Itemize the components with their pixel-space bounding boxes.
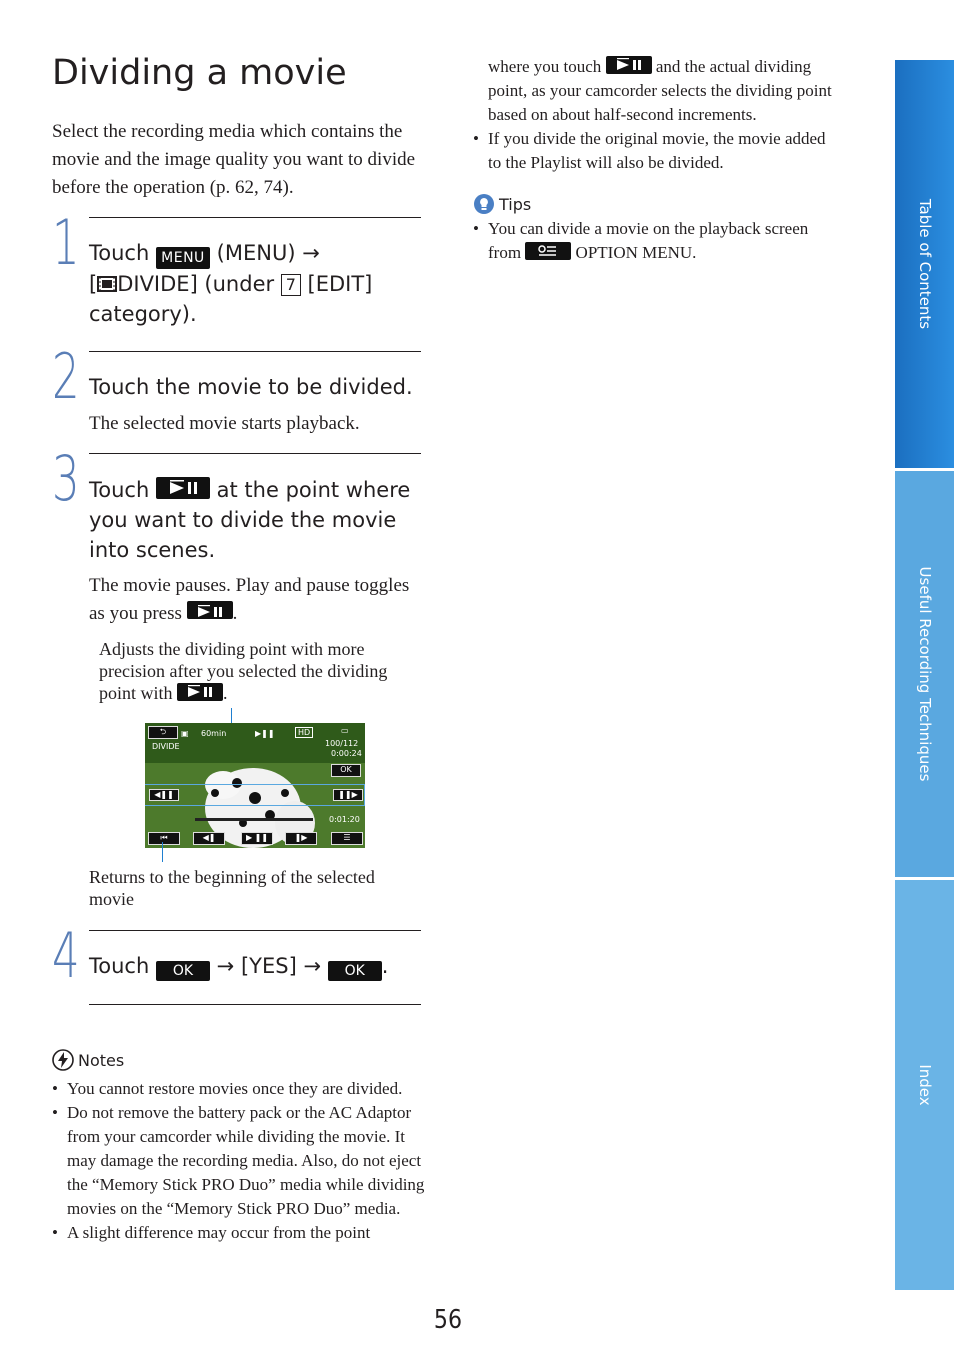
arrow-icon: →	[302, 241, 320, 265]
tips-icon	[473, 193, 495, 215]
note-item: • You cannot restore movies once they are divided.	[52, 1077, 427, 1101]
step-number: 2	[52, 340, 80, 413]
page-number: 56	[433, 1305, 463, 1335]
quality-label: HD	[295, 727, 313, 738]
divider	[89, 1004, 421, 1005]
step-forward-icon[interactable]: ❚❚▶	[333, 789, 363, 801]
notes-icon	[52, 1049, 74, 1071]
step-number: 4	[52, 919, 80, 992]
note-item: • If you divide the original movie, the movie added to the Playlist will also be divided.	[473, 127, 843, 175]
tab-index[interactable]: Index	[895, 880, 954, 1290]
step-1-heading: Touch MENU (MENU) → [ DIVIDE] (under 7 [EDIT] category).	[89, 241, 373, 326]
hd-icon: ▣	[181, 729, 189, 738]
tips-heading: Tips	[499, 195, 532, 214]
camcorder-screen	[145, 723, 365, 848]
elapsed-time: 0:00:24	[331, 749, 362, 758]
step-number: 1	[52, 206, 80, 279]
step-3-heading: Touch at the point where you want to divide the movie into scenes.	[89, 478, 411, 562]
category-number-icon: 7	[281, 274, 301, 296]
ok-button-icon: OK	[156, 961, 210, 981]
divider	[89, 351, 421, 352]
file-counter: 100/112	[325, 739, 359, 748]
callout-adjust: Adjusts the dividing point with more precision after you selected the dividing point with .	[99, 639, 388, 703]
play-pause-status-icon: ▶❚❚	[255, 729, 275, 738]
prev-icon[interactable]: ◀❚	[193, 832, 225, 845]
divide-label: DIVIDE	[152, 742, 180, 751]
divider	[89, 930, 421, 931]
arrow-icon: →	[216, 954, 235, 978]
play-pause-icon	[156, 477, 210, 499]
play-pause-button[interactable]: ▶ ❚❚	[241, 832, 273, 845]
tab-useful-recording-techniques[interactable]: Useful Recording Techniques	[895, 471, 954, 877]
arrow-icon: →	[303, 954, 322, 978]
note-item: • Do not remove the battery pack or the AC Adaptor from your camcorder while dividing the movie. It may damage the recording media. Also, do not eject the “Memory Stick PRO Duo” media while dividing movies on the “Memory Stick PRO Duo” media.	[52, 1101, 427, 1221]
total-time: 0:01:20	[329, 815, 360, 824]
page-title: Dividing a movie	[52, 53, 347, 93]
notes-heading: Notes	[78, 1051, 125, 1070]
remaining-time: 60min	[201, 729, 227, 738]
note-continuation: where you touch and the actual dividing point, as your camcorder selects the dividing point based on about half-second increments.	[488, 57, 832, 124]
right-column	[473, 55, 843, 265]
progress-track	[195, 818, 313, 821]
divider	[89, 217, 421, 218]
divider	[89, 453, 421, 454]
menu-button-icon: MENU	[156, 247, 210, 269]
notes-section	[52, 1049, 427, 1245]
callout-line	[162, 842, 163, 862]
return-beginning-icon[interactable]: ⏮	[148, 832, 180, 845]
step-2-body: The selected movie starts playback.	[89, 413, 360, 434]
next-icon[interactable]: ❚▶	[285, 832, 317, 845]
play-pause-icon	[177, 683, 223, 701]
ok-button[interactable]: OK	[331, 764, 361, 777]
note-item: • A slight difference may occur from the point	[52, 1221, 427, 1245]
play-pause-icon	[606, 56, 652, 74]
tip-item: • You can divide a movie on the playback screen from OPTION MENU.	[473, 217, 843, 265]
step-3-body: The movie pauses. Play and pause toggles as you press .	[89, 575, 410, 624]
ok-button-icon: OK	[328, 961, 382, 981]
media-icon: ▭	[341, 726, 349, 735]
back-icon[interactable]: ⮌	[148, 726, 178, 739]
intro-text: Select the recording media which contains the movie and the image quality you want to divide before the operation (p. 62, 74).	[52, 121, 416, 198]
option-icon[interactable]: ☰	[331, 832, 363, 845]
play-pause-icon	[187, 601, 233, 619]
step-number: 3	[52, 442, 80, 515]
step-2-heading: Touch the movie to be divided.	[89, 375, 413, 399]
callout-return: Returns to the beginning of the selected movie	[89, 867, 375, 909]
step-back-icon[interactable]: ◀❚❚	[149, 789, 179, 801]
step-4-heading: Touch OK → [YES] → OK .	[89, 954, 389, 979]
film-icon	[97, 271, 117, 289]
tab-table-of-contents[interactable]: Table of Contents	[895, 60, 954, 468]
option-icon	[525, 242, 571, 260]
